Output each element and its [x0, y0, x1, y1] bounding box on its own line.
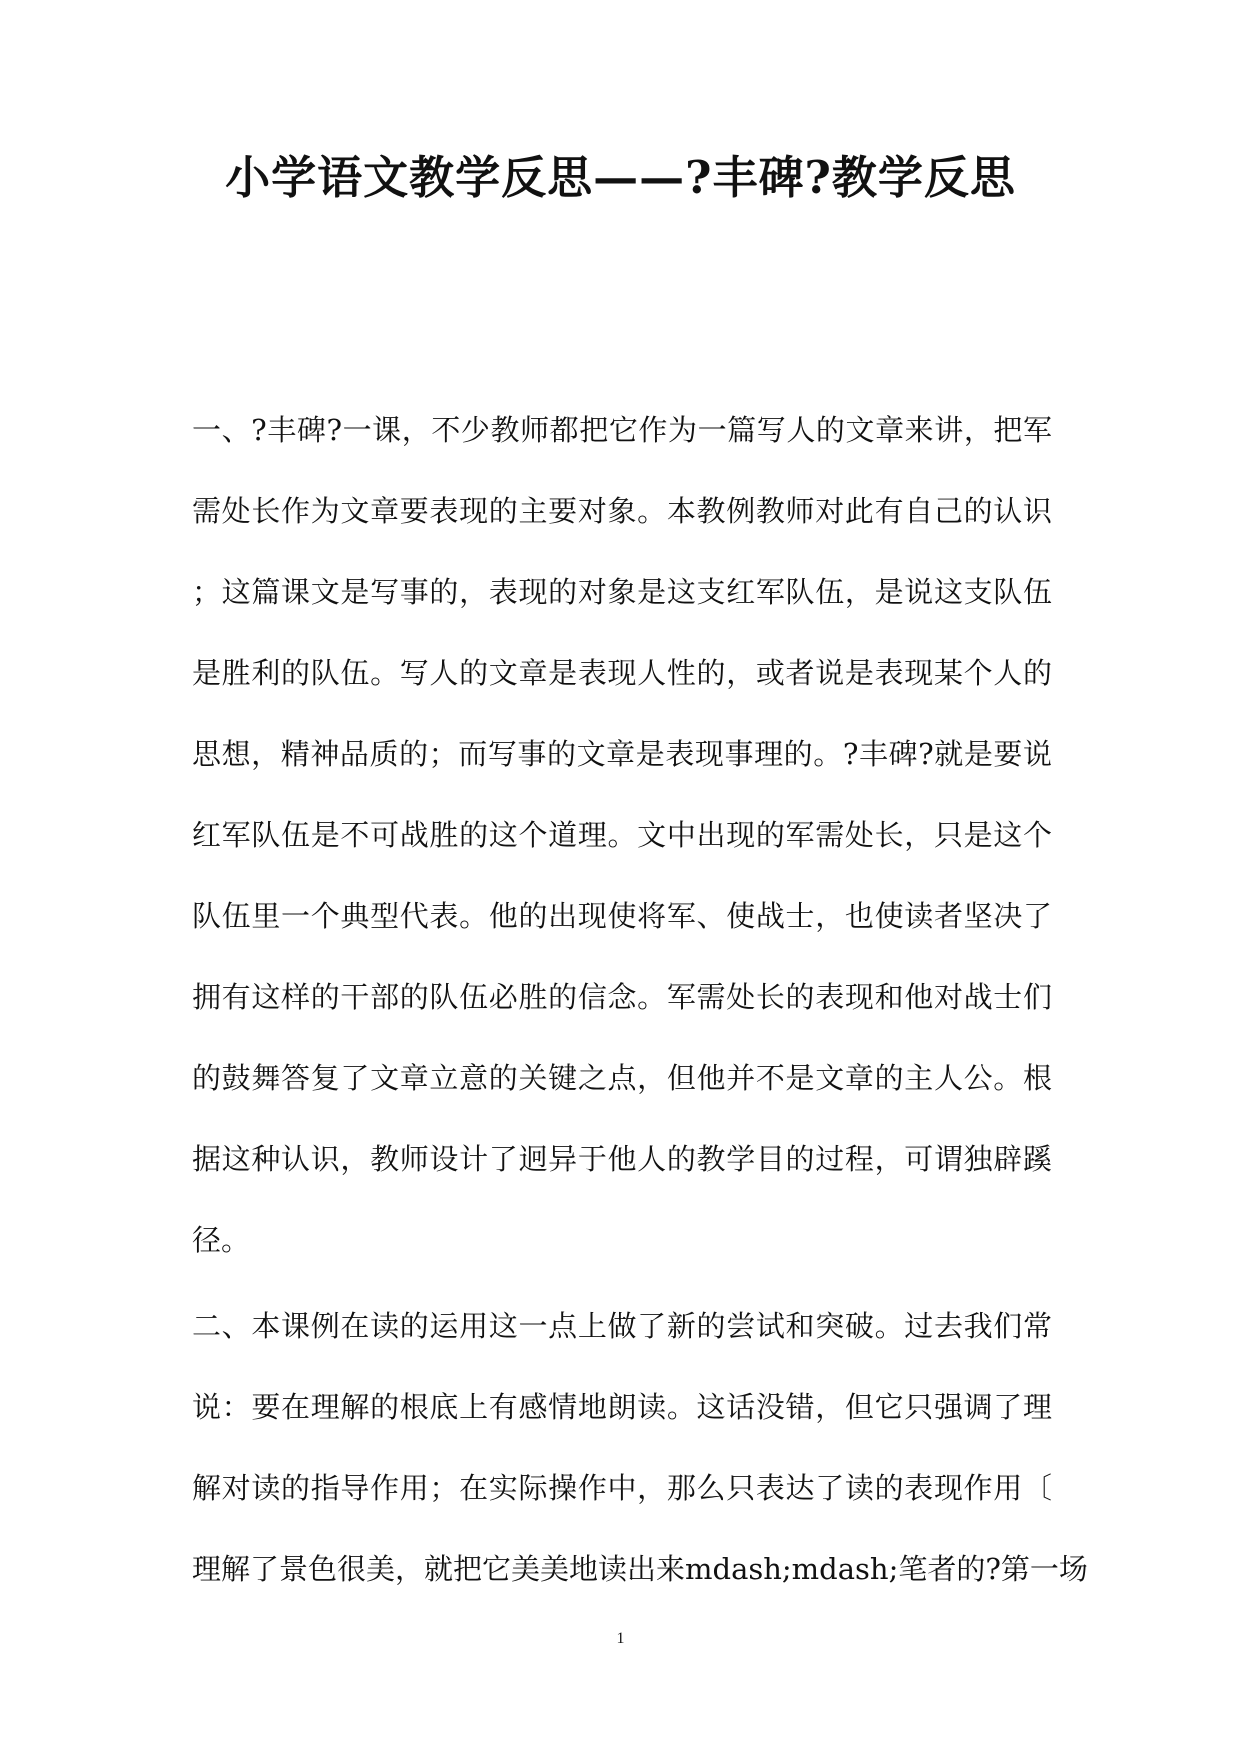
- paragraph-line: 红军队伍是不可战胜的这个道理。文中出现的军需处长，只是这个: [192, 818, 1052, 852]
- paragraph-line: 思想，精神品质的；而写事的文章是表现事理的。?丰碑?就是要说: [192, 737, 1052, 771]
- paragraph-line: 是胜利的队伍。写人的文章是表现人性的，或者说是表现某个人的: [192, 656, 1052, 690]
- paragraph-line: 解对读的指导作用；在实际操作中，那么只表达了读的表现作用〔: [192, 1471, 1052, 1505]
- paragraph-2: [192, 1286, 1088, 1610]
- paragraph-1: [192, 390, 1052, 1281]
- paragraph-line: 需处长作为文章要表现的主要对象。本教例教师对此有自己的认识: [192, 494, 1052, 528]
- paragraph-line: 二、本课例在读的运用这一点上做了新的尝试和突破。过去我们常: [192, 1309, 1052, 1343]
- page-number: 1: [616, 1630, 625, 1647]
- paragraph-line: 拥有这样的干部的队伍必胜的信念。军需处长的表现和他对战士们: [192, 980, 1052, 1014]
- paragraph-line: 说：要在理解的根底上有感情地朗读。这话没错，但它只强调了理: [192, 1390, 1052, 1424]
- paragraph-line: 的鼓舞答复了文章立意的关键之点，但他并不是文章的主人公。根: [192, 1061, 1052, 1095]
- paragraph-line: 理解了景色很美，就把它美美地读出来mdash;mdash;笔者的?第一场: [192, 1552, 1088, 1586]
- paragraph-line: 据这种认识，教师设计了迥异于他人的教学目的过程，可谓独辟蹊: [192, 1142, 1052, 1176]
- paragraph-line: 队伍里一个典型代表。他的出现使将军、使战士，也使读者坚决了: [192, 899, 1052, 933]
- paragraph-line: 径。: [192, 1223, 251, 1257]
- paragraph-line: 一、?丰碑?一课，不少教师都把它作为一篇写人的文章来讲，把军: [192, 413, 1052, 447]
- paragraph-line: ；这篇课文是写事的，表现的对象是这支红军队伍，是说这支队伍: [192, 575, 1052, 609]
- document-title: 小学语文教学反思——?丰碑?教学反思: [225, 151, 1016, 204]
